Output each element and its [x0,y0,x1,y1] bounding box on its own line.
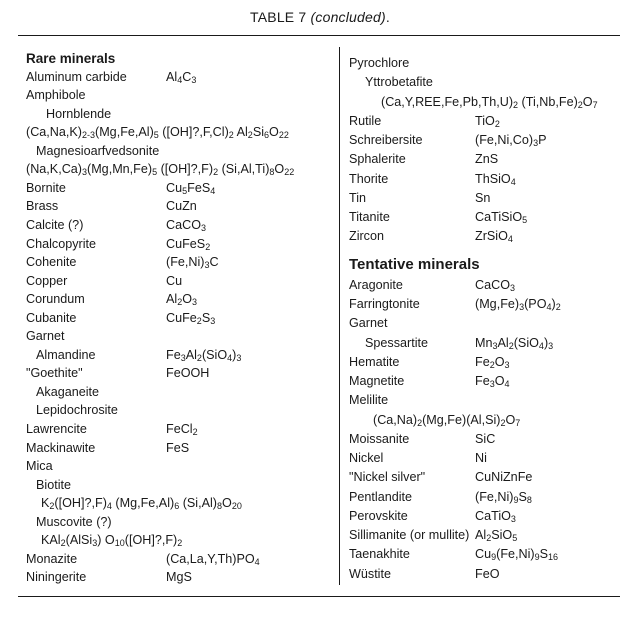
mineral-formula: CaCO$_3$ [166,217,207,233]
mineral-name: Sphalerite [349,152,406,167]
mineral-formula: CaCO$_3$ [475,277,516,293]
mineral-formula: CuZn [166,199,197,214]
mineral-formula-line: $(Ca,Na)_2(Mg,Fe)(Al,Si)_2O_7$ [373,412,521,428]
mineral-formula: $Fe_3O_4$ [475,374,510,389]
mineral-formula-line: $(Ca,Na,K)_{2-3}(Mg,Fe,Al)_5$ $([OH]?,F,Cl)_2$ $Al_2Si_6O_{22}$ [26,125,289,141]
mineral-name: Moissanite [349,431,410,446]
mineral-name: Calcite (?) [26,217,84,232]
mineral-name: Lawrencite [26,422,87,436]
mineral-formula-line: $(Ca,Y,REE,Fe,Pb,Th,U)_2$ $(Ti,Nb,Fe)_2O_7$ [381,94,598,110]
mineral-name: Taenakhite [349,547,410,562]
mineral-name: Sillimanite (or mullite) [349,528,470,542]
mineral-formula-line: KAl$_2$(AlSi$_3$) $O_{10}([OH]?,F)_2$ [41,533,183,549]
mineral-name: Brass [26,199,59,214]
mineral-formula: Sn [475,190,491,205]
mineral-name: Cubanite [26,310,77,325]
mineral-formula: $(Mg,Fe)_3(PO_4)_2$ [475,297,561,312]
mineral-name: Mica [26,459,53,474]
mineral-formula: $Fe_2O_3$ [475,354,510,370]
mineral-name: Farringtonite [349,297,420,311]
mineral-name: Schreibersite [349,133,423,147]
mineral-formula: $(Fe,Ni,Co)_3P$ [475,133,547,148]
bottom-rule [18,596,620,597]
mineral-name: "Goethite" [26,366,83,381]
mineral-name: Magnetite [349,374,405,388]
mineral-formula: CuFeS$_2$ [166,236,211,252]
mineral-formula: ZnS [475,152,499,167]
mineral-name: Garnet [349,316,388,331]
mineral-name: Yttrobetafite [365,75,433,90]
mineral-name: Hornblende [46,106,112,121]
mineral-name: Corundum [26,292,85,307]
section-heading: Rare minerals [26,51,116,66]
mineral-name: Copper [26,273,68,288]
title-qualifier: (concluded) [310,9,386,25]
mineral-formula: ThSiO$_4$ [475,171,516,187]
mineral-name: Pentlandite [349,489,413,504]
mineral-name: Magnesioarfvedsonite [36,143,160,158]
mineral-formula: FeOOH [166,366,210,381]
mineral-name: Rutile [349,113,382,128]
mineral-formula: CaTiO$_3$ [475,508,516,524]
mineral-formula: FeO [475,566,500,581]
mineral-name: Almandine [36,347,96,362]
mineral-name: Nickel [349,451,384,465]
mineral-name: Niningerite [26,570,87,585]
mineral-formula: Cu [166,273,183,288]
mineral-name: Perovskite [349,508,408,523]
mineral-formula: $Cu_5FeS_4$ [166,180,216,196]
mineral-name: Bornite [26,180,66,195]
mineral-name: Pyrochlore [349,56,410,70]
mineral-formula: $Al_4C_3$ [166,69,197,85]
mineral-formula: $Mn_3Al_2(SiO_4)_3$ [475,335,554,351]
mineral-formula: ZrSiO$_4$ [475,229,513,245]
mineral-name: Thorite [349,171,389,186]
mineral-formula-line: $(Na,K,Ca)_3(Mg,Mn,Fe)_5$ $([OH]?,F)_2$ $(Si,Al,Ti)_8O_{22}$ [26,162,295,178]
mineral-name: Akaganeite [36,384,100,399]
title-main: TABLE 7 [250,9,311,25]
mineral-formula: TiO$_2$ [475,113,500,129]
mineral-formula: MgS [166,570,192,585]
mineral-name: Muscovite (?) [36,514,112,529]
mineral-formula: FeCl$_2$ [166,422,198,437]
mineral-formula: FeS [166,440,190,455]
mineral-name: Aluminum carbide [26,69,127,84]
mineral-formula: $Al_2SiO_5$ [475,528,518,543]
column-divider [339,47,340,585]
mineral-name: Lepidochrosite [36,403,118,418]
mineral-formula: $(Fe,Ni)_3C$ [166,255,219,271]
mineral-name: Zircon [349,229,384,244]
mineral-name: Chalcopyrite [26,236,96,251]
mineral-name: Aragonite [349,277,403,292]
mineral-formula: Ni [475,451,487,465]
mineral-name: Wüstite [349,566,391,581]
mineral-formula: $Al_2O_3$ [166,292,198,308]
mineral-name: Monazite [26,551,78,566]
section-heading: Tentative minerals [349,255,480,273]
mineral-formula: CaTiSiO$_5$ [475,210,528,225]
mineral-formula: CuNiZnFe [475,470,533,485]
mineral-name: Biotite [36,477,72,492]
top-rule [18,35,620,36]
mineral-formula: $CuFe_2S_3$ [166,310,216,326]
mineral-name: Garnet [26,329,65,344]
mineral-name: Mackinawite [26,440,96,455]
mineral-name: Melilite [349,393,389,408]
mineral-name: Cohenite [26,255,77,270]
mineral-formula-line: $K_2([OH]?,F)_4$ $(Mg,Fe,Al)_6$ $(Si,Al)_8O_{20}$ [41,496,242,512]
mineral-formula: $(Fe,Ni)_9S_8$ [475,489,532,505]
mineral-name: Tin [349,190,367,205]
mineral-name: Titanite [349,210,390,224]
mineral-name: Spessartite [365,335,428,350]
mineral-name: Amphibole [26,88,86,103]
title-end: . [385,9,390,25]
mineral-formula: SiC [475,431,496,446]
mineral-name: Hematite [349,354,400,369]
mineral-name: "Nickel silver" [349,470,426,485]
mineral-formula: $Fe_3Al_2(SiO_4)_3$ [166,347,242,363]
mineral-formula: $Cu_9(Fe,Ni)_9S_{16}$ [475,547,559,563]
mineral-formula: $(Ca,La,Y,Th)PO_4$ [166,551,260,567]
table-title [0,9,640,25]
